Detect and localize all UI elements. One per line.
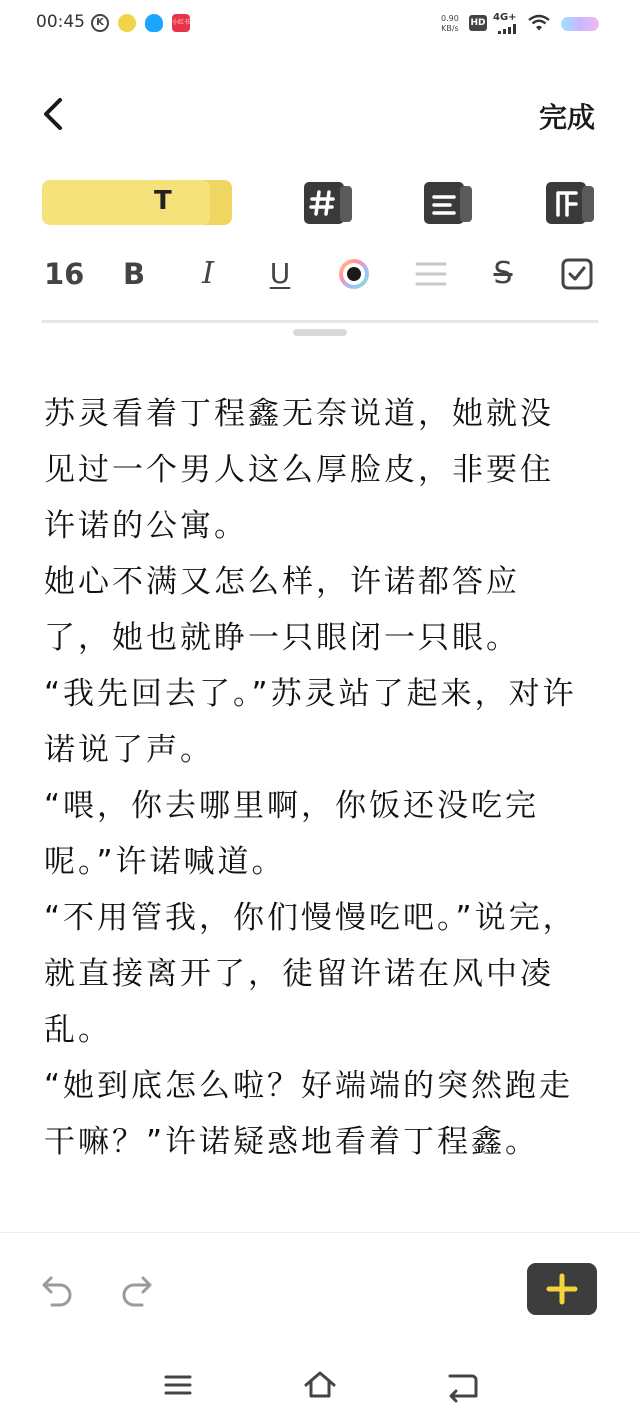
checkbox-icon[interactable]: [560, 252, 594, 296]
formatting-toolbar: [0, 252, 640, 298]
add-button[interactable]: [527, 1263, 597, 1315]
qq-icon: [145, 14, 163, 32]
back-nav-icon[interactable]: [444, 1367, 480, 1403]
align-icon[interactable]: [414, 252, 448, 296]
undo-icon[interactable]: [40, 1272, 76, 1308]
underline-button[interactable]: U: [269, 257, 291, 290]
home-nav-icon[interactable]: [302, 1367, 338, 1403]
redo-icon[interactable]: [118, 1272, 154, 1308]
note-paragraph: “她到底怎么啦？好端端的突然跑走干嘛？”许诺疑惑地看着丁程鑫。: [44, 1068, 574, 1160]
drag-handle[interactable]: [293, 329, 347, 336]
k-app-icon: K: [91, 14, 109, 32]
layout-mode-icon[interactable]: [544, 180, 596, 226]
note-paragraph: 苏灵看着丁程鑫无奈说道，她就没见过一个男人这么厚脸皮，非要住许诺的公寓。: [44, 396, 554, 544]
italic-button[interactable]: I: [202, 256, 214, 291]
note-paragraph: 她心不满又怎么样，许诺都答应了，她也就睁一只眼闭一只眼。: [44, 564, 520, 656]
network-speed: [441, 14, 459, 34]
note-paragraph: “我先回去了。”苏灵站了起来，对许诺说了声。: [44, 676, 577, 768]
format-mode-bar: [0, 178, 640, 228]
font-size-button[interactable]: 16: [44, 257, 85, 291]
xiaohongshu-icon: 小红书: [172, 14, 190, 32]
bottom-bar-divider: [0, 1232, 640, 1233]
network-speed-value: 0.90: [441, 14, 459, 23]
text-color-icon[interactable]: [336, 252, 372, 296]
status-bar: [0, 0, 640, 48]
wifi-icon: [528, 14, 550, 32]
toolbar-divider: [42, 320, 598, 323]
text-mode-label: T: [154, 186, 172, 216]
status-time: 00:45: [36, 12, 85, 32]
battery-icon: [561, 17, 599, 31]
note-paragraph: “喂，你去哪里啊，你饭还没吃完呢。”许诺喊道。: [44, 788, 540, 880]
heading-mode-icon[interactable]: [302, 180, 354, 226]
emoji-app-icon: [118, 14, 136, 32]
done-button[interactable]: 完成: [538, 101, 595, 134]
network-speed-unit: KB/s: [441, 24, 459, 33]
back-arrow-icon[interactable]: [36, 94, 76, 134]
text-style-mode-button[interactable]: [42, 180, 232, 225]
hd-icon: HD: [469, 15, 487, 31]
network-type: 4G+: [493, 12, 517, 23]
bold-button[interactable]: B: [122, 257, 146, 291]
note-body-editor[interactable]: [44, 386, 584, 1170]
menu-nav-icon[interactable]: [160, 1367, 196, 1403]
list-mode-icon[interactable]: [422, 180, 474, 226]
strikethrough-button[interactable]: S: [493, 256, 513, 291]
note-paragraph: “不用管我，你们慢慢吃吧。”说完，就直接离开了，徒留许诺在风中凌乱。: [44, 900, 577, 1048]
signal-icon: [498, 24, 520, 34]
